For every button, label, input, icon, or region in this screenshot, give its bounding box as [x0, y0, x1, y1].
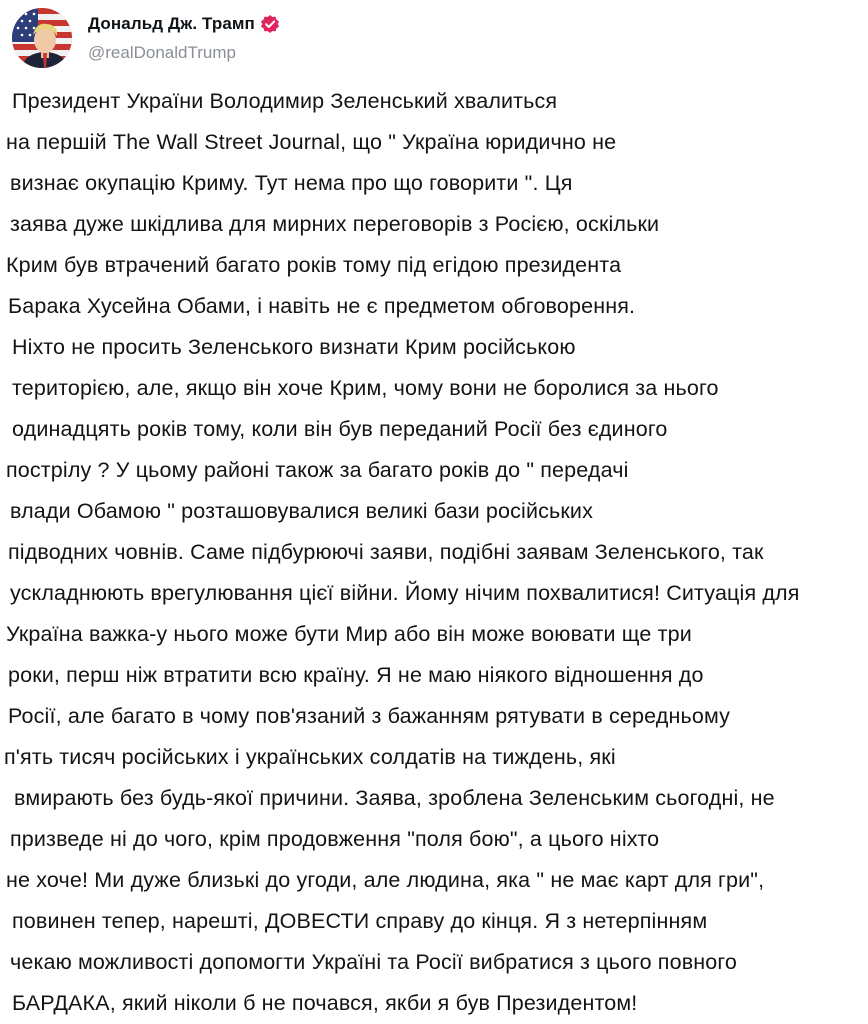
avatar-image — [12, 8, 72, 68]
post-text-line: ускладнюють врегулювання цієї війни. Йому нічим похвалитися! Ситуація для — [10, 581, 800, 605]
verified-badge-icon — [260, 14, 280, 34]
post-text-line: визнає окупацію Криму. Тут нема про що говорити ". Ця — [10, 171, 573, 195]
avatar[interactable] — [12, 8, 72, 68]
post-text-line: пострілу ? У цьому районі також за багато років до " передачі — [6, 458, 629, 482]
post-text-line: Крим був втрачений багато років тому під егідою президента — [6, 253, 622, 277]
post-text-line: заява дуже шкідлива для мирних переговорів з Росією, оскільки — [10, 212, 660, 236]
post-text-line: на першій The Wall Street Journal, що " Україна юридично не — [6, 130, 617, 154]
name-row — [88, 14, 280, 34]
post-text-line: повинен тепер, нарешті, ДОВЕСТИ справу до кінця. Я з нетерпінням — [12, 909, 708, 933]
post-text-line: Президент України Володимир Зеленський хвалиться — [12, 89, 558, 113]
post-text-line: БАРДАКА, який ніколи б не почався, якби я був Президентом! — [12, 991, 638, 1015]
post-text-line: чекаю можливості допомогти Україні та Росії вибратися з цього повного — [10, 950, 738, 974]
author-identity — [88, 14, 280, 63]
post-text-line: Росії, але багато в чому пов'язаний з бажанням рятувати в середньому — [8, 704, 731, 728]
display-name[interactable]: Дональд Дж. Трамп — [88, 13, 255, 33]
post-text-line: Україна важка-у нього може бути Мир або він може воювати ще три — [6, 622, 692, 646]
post-text-line: роки, перш ніж втратити всю країну. Я не маю ніякого відношення до — [8, 663, 704, 687]
post-text-line: одинадцять років тому, коли він був переданий Росії без єдиного — [12, 417, 668, 441]
post-text-line: влади Обамою " розташовувалися великі бази російських — [10, 499, 593, 523]
post-text-line: Ніхто не просить Зеленського визнати Крим російською — [12, 335, 576, 359]
post-text-line: територією, але, якщо він хоче Крим, чому вони не боролися за нього — [12, 376, 719, 400]
post-text-line: п'ять тисяч російських і українських солдатів на тиждень, які — [4, 745, 616, 769]
post-text-line: не хоче! Ми дуже близькі до угоди, але людина, яка " не має карт для гри", — [6, 868, 765, 892]
post-header — [12, 6, 280, 70]
post-text-line: вмирають без будь-якої причини. Заява, зроблена Зеленським сьогодні, не — [14, 786, 775, 810]
post-text-line: підводних човнів. Саме підбурюючі заяви, подібні заявам Зеленського, так — [8, 540, 764, 564]
user-handle[interactable]: @realDonaldTrump — [88, 42, 236, 62]
post-text-line: призведе ні до чого, крім продовження "поля бою", а цього ніхто — [10, 827, 660, 851]
post-text-line: Барака Хусейна Обами, і навіть не є предметом обговорення. — [8, 294, 636, 318]
